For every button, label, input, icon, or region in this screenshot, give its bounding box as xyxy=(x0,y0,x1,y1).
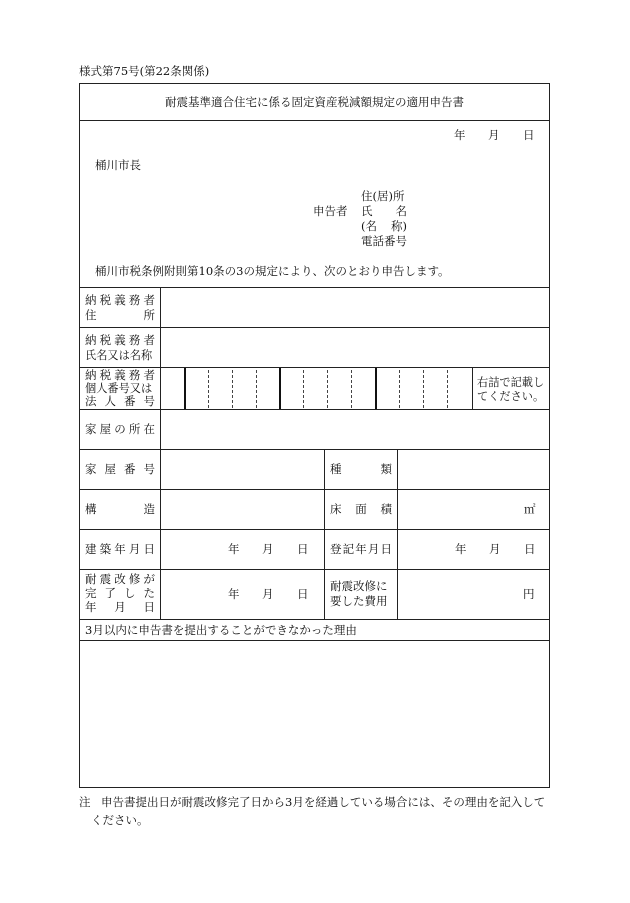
applicant-phone-label: 電話番号 xyxy=(361,234,407,248)
registration-day: 日 xyxy=(524,542,536,556)
digit-divider xyxy=(303,370,304,408)
digit-group-line xyxy=(375,368,377,409)
taxpayer-address-label-2: 住 所 xyxy=(85,308,155,322)
divider xyxy=(79,409,550,410)
applicant-label: 申告者 xyxy=(313,204,348,218)
completion-date-label: 耐 震 改 修 が xyxy=(85,572,155,586)
retrofit-cost-unit: 円 xyxy=(523,587,535,601)
house-location-label: 家 屋 の 所 在 xyxy=(85,422,155,436)
registration-date-label: 登 記 年 月 日 xyxy=(330,542,392,556)
divider xyxy=(79,287,550,288)
completion-year: 年 xyxy=(228,587,240,601)
digit-divider xyxy=(351,370,352,408)
late-reason-label: 3月以内に申告書を提出することができなかった理由 xyxy=(85,623,357,637)
digit-divider xyxy=(256,370,257,408)
form-title: 耐震基準適合住宅に係る固定資産税減額規定の適用申告書 xyxy=(165,95,464,109)
divider xyxy=(79,327,550,328)
floor-area-label: 床 面 積 xyxy=(330,502,392,516)
taxpayer-name-label-2: 氏名又は名称 xyxy=(85,349,153,362)
completion-month: 月 xyxy=(262,587,274,601)
floor-area-unit: ㎡ xyxy=(524,502,536,516)
applicant-address-label: 住(居)所 xyxy=(361,189,405,203)
taxpayer-number-label-2: 個人番号又は xyxy=(85,382,153,395)
right-justify-note: 右詰で記載し xyxy=(477,376,545,389)
completion-date-label-3: 年 月 日 xyxy=(85,600,155,614)
digit-divider xyxy=(423,370,424,408)
digit-divider xyxy=(447,370,448,408)
label-column-line xyxy=(160,287,161,619)
right-justify-note-2: てください。 xyxy=(477,390,545,403)
declaration-text: 桶川市税条例附則第10条の3の規定により、次のとおり申告します。 xyxy=(95,264,450,278)
divider xyxy=(79,120,550,121)
completion-date-label-2: 完 了 し た xyxy=(85,586,155,600)
completion-day: 日 xyxy=(297,587,309,601)
digit-group-line xyxy=(184,368,186,409)
retrofit-cost-label: 耐震改修に xyxy=(330,579,388,593)
divider xyxy=(79,619,550,620)
footnote-text-2: ください。 xyxy=(91,813,149,827)
digit-divider xyxy=(232,370,233,408)
divider xyxy=(79,449,550,450)
mid-column-line xyxy=(324,449,325,619)
date-year: 年 xyxy=(454,128,466,142)
note-column-line xyxy=(472,367,473,409)
structure-label: 構 造 xyxy=(85,502,155,516)
house-type-label: 種 類 xyxy=(330,462,392,476)
form-number: 様式第75号(第22条関係) xyxy=(79,64,210,78)
digit-divider xyxy=(208,370,209,408)
applicant-title-label: (名 称) xyxy=(361,219,407,233)
built-year: 年 xyxy=(228,542,240,556)
house-number-label: 家 屋 番 号 xyxy=(85,462,155,476)
divider xyxy=(79,489,550,490)
built-day: 日 xyxy=(297,542,309,556)
divider xyxy=(79,640,550,641)
date-day: 日 xyxy=(523,128,535,142)
mid-column-line xyxy=(397,449,398,619)
divider xyxy=(79,569,550,570)
addressee: 桶川市長 xyxy=(95,158,141,172)
taxpayer-name-label: 納 税 義 務 者 xyxy=(85,333,155,347)
footnote-text: 申告書提出日が耐震改修完了日から3月を経過している場合には、その理由を記入して xyxy=(101,795,546,809)
taxpayer-number-label: 納 税 義 務 者 xyxy=(85,368,155,382)
retrofit-cost-label-2: 要した費用 xyxy=(330,594,388,608)
applicant-name-label: 氏 名 xyxy=(361,204,407,218)
digit-divider xyxy=(327,370,328,408)
digit-divider xyxy=(399,370,400,408)
taxpayer-number-label-3: 法 人 番 号 xyxy=(85,394,155,408)
built-date-label: 建 築 年 月 日 xyxy=(85,542,155,556)
built-month: 月 xyxy=(262,542,274,556)
digit-group-line xyxy=(279,368,281,409)
date-month: 月 xyxy=(488,128,500,142)
divider xyxy=(79,529,550,530)
registration-month: 月 xyxy=(489,542,501,556)
registration-year: 年 xyxy=(455,542,467,556)
footnote-mark: 注 xyxy=(79,795,91,809)
taxpayer-address-label: 納 税 義 務 者 xyxy=(85,293,155,307)
